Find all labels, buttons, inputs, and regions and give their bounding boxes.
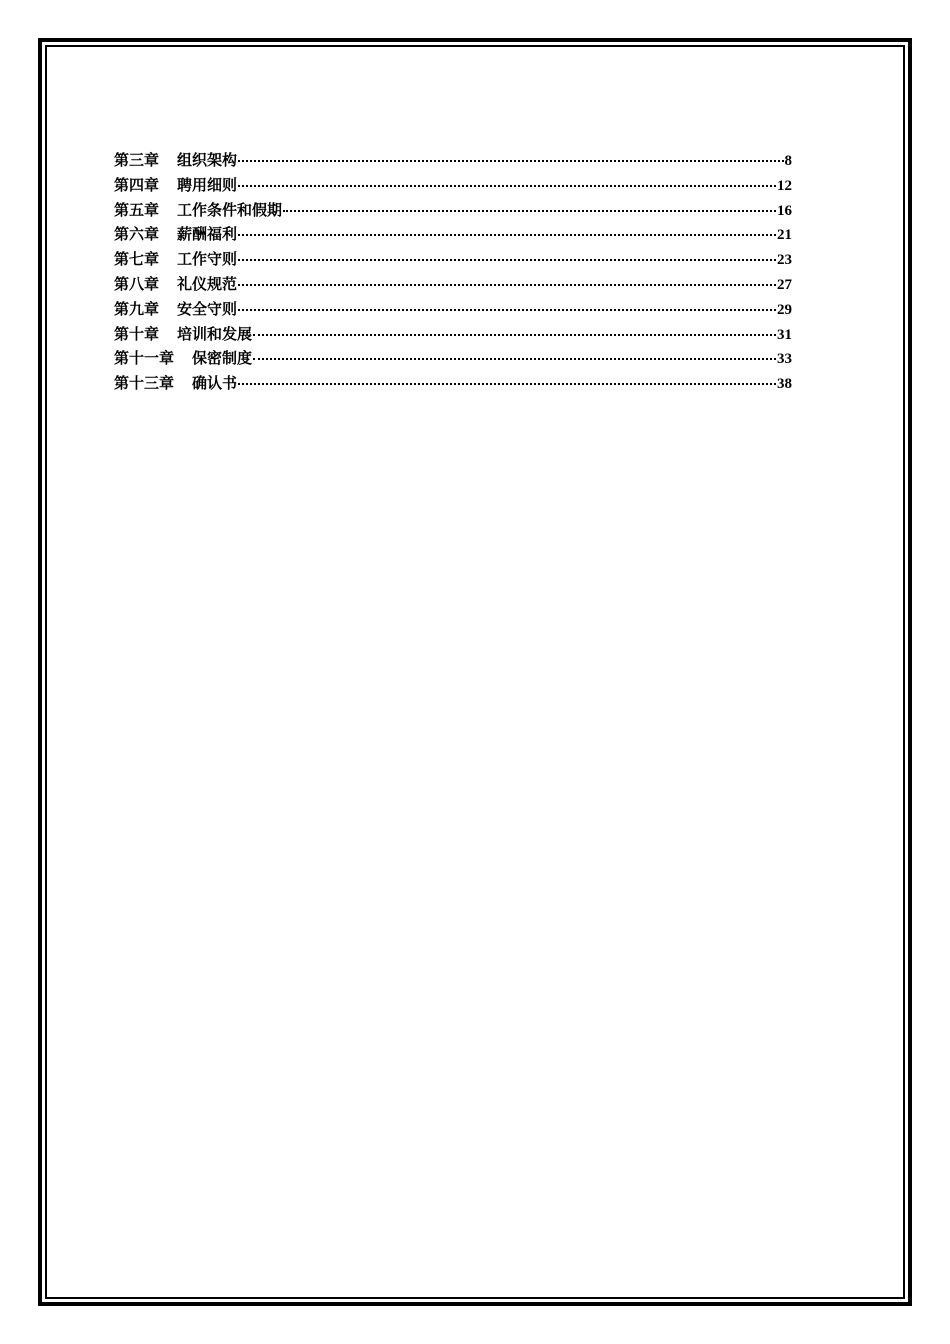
toc-dot-leader: [238, 259, 776, 261]
toc-chapter-number: 第十三章: [114, 374, 175, 393]
toc-chapter-title: 薪酬福利: [177, 225, 238, 244]
toc-page-number: 21: [777, 227, 792, 244]
toc-chapter-number: 第十章: [114, 324, 160, 343]
toc-dot-leader: [238, 185, 776, 187]
toc-chapter-title: 保密制度: [192, 349, 253, 368]
table-of-contents: [114, 148, 792, 396]
toc-dot-leader: [238, 160, 783, 162]
toc-entry[interactable]: [114, 198, 792, 223]
toc-chapter-title: 组织架构: [177, 151, 238, 169]
toc-page-number: 31: [777, 326, 792, 343]
toc-entry[interactable]: [114, 222, 792, 247]
toc-chapter-title: 工作守则: [177, 250, 238, 269]
toc-entry[interactable]: [114, 247, 792, 272]
toc-entry[interactable]: [114, 272, 792, 297]
toc-chapter-number: 第三章: [114, 151, 160, 169]
toc-dot-leader: [238, 284, 776, 286]
toc-chapter-title: 工作条件和假期: [177, 200, 283, 219]
toc-page-number: 23: [777, 252, 792, 269]
toc-chapter-title: 安全守则: [177, 299, 238, 318]
toc-chapter-number: 第八章: [114, 274, 160, 293]
toc-entry[interactable]: [114, 173, 792, 198]
toc-page-number: 27: [777, 276, 792, 293]
toc-entry[interactable]: [114, 322, 792, 347]
toc-dot-leader: [253, 358, 776, 360]
toc-entry[interactable]: [114, 346, 792, 371]
toc-dot-leader: [238, 383, 776, 385]
toc-chapter-title: 聘用细则: [177, 175, 238, 194]
toc-chapter-title: 确认书: [192, 374, 238, 393]
toc-chapter-number: 第四章: [114, 175, 160, 194]
toc-page-number: 29: [777, 301, 792, 318]
toc-chapter-number: 第六章: [114, 225, 160, 244]
toc-dot-leader: [238, 234, 776, 236]
toc-page-number: 12: [777, 177, 792, 194]
toc-entry[interactable]: [114, 148, 792, 173]
toc-chapter-title: 培训和发展: [177, 324, 253, 343]
toc-page-number: 33: [777, 351, 792, 368]
toc-page-number: 16: [777, 202, 792, 219]
toc-dot-leader: [253, 334, 776, 336]
toc-chapter-number: 第五章: [114, 200, 160, 219]
toc-page-number: 38: [777, 376, 792, 393]
toc-dot-leader: [238, 309, 776, 311]
toc-chapter-number: 第十一章: [114, 349, 175, 368]
toc-page-number: 8: [784, 153, 792, 169]
toc-chapter-number: 第七章: [114, 250, 160, 269]
toc-dot-leader: [283, 210, 776, 212]
toc-entry[interactable]: [114, 371, 792, 396]
toc-chapter-number: 第九章: [114, 299, 160, 318]
toc-chapter-title: 礼仪规范: [177, 274, 238, 293]
toc-entry[interactable]: [114, 297, 792, 322]
